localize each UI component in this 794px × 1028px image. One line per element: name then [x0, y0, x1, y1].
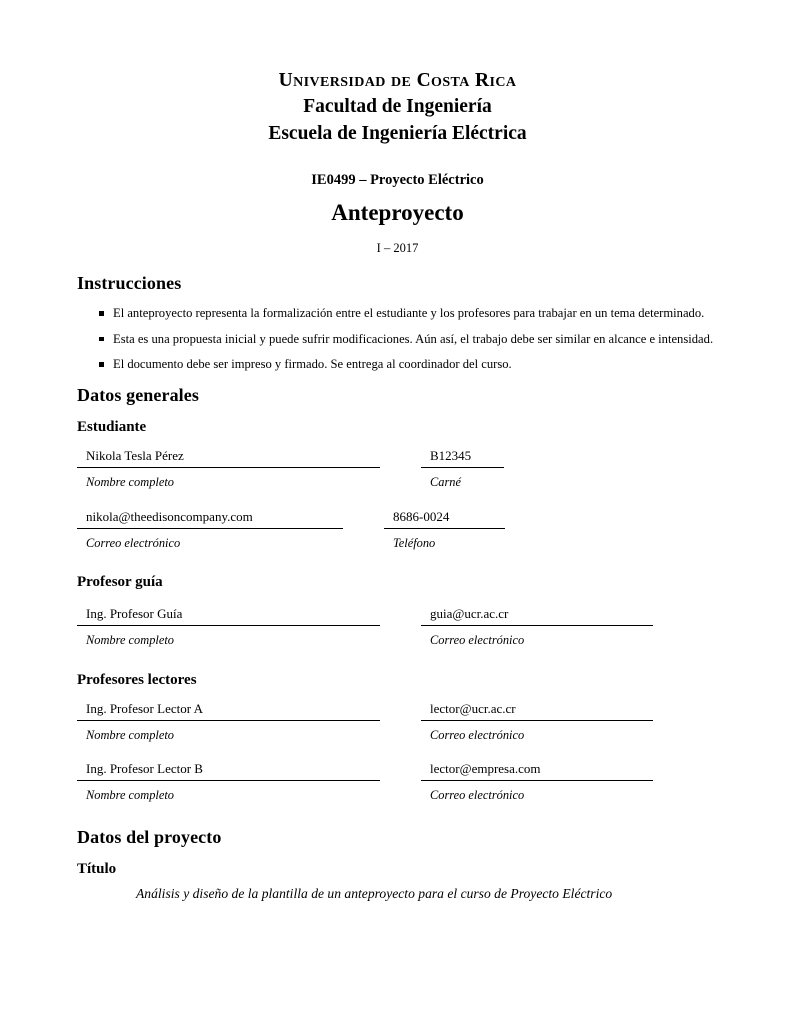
reader-a-name-value: Ing. Profesor Lector A	[86, 701, 203, 716]
field-rule	[421, 720, 653, 721]
instructions-list	[99, 305, 724, 382]
square-bullet-icon	[99, 311, 104, 316]
student-phone-value: 8686-0024	[393, 509, 450, 524]
field-rule	[421, 780, 653, 781]
student-name-caption: Nombre completo	[86, 475, 174, 489]
field-rule	[77, 720, 380, 721]
field-rule	[77, 780, 380, 781]
field-rule	[77, 625, 380, 626]
list-item-text: El anteproyecto representa la formalización entre el estudiante y los profesores para trabajar en un tema determinado.	[113, 306, 705, 320]
faculty-name: Facultad de Ingeniería	[303, 96, 492, 118]
course-code-name: IE0499 – Proyecto Eléctrico	[311, 171, 484, 188]
reader-a-name-caption: Nombre completo	[86, 728, 174, 742]
school-name: Escuela de Ingeniería Eléctrica	[268, 122, 527, 144]
university-name: Universidad de Costa Rica	[278, 70, 517, 91]
project-title-label: Título	[77, 861, 117, 877]
student-email-value: nikola@theedisoncompany.com	[86, 509, 253, 524]
student-id-field[interactable]	[421, 448, 504, 490]
reader-a-email-caption: Correo electrónico	[430, 728, 525, 742]
project-title-value[interactable]: Análisis y diseño de la plantilla de un anteproyecto para el curso de Proyecto Eléctrico	[136, 886, 613, 901]
advisor-email-caption: Correo electrónico	[430, 633, 525, 647]
document-type-title: Anteproyecto	[331, 199, 464, 225]
square-bullet-icon	[99, 337, 104, 342]
field-rule	[421, 467, 504, 468]
reader-b-name-caption: Nombre completo	[86, 788, 174, 802]
list-item	[99, 305, 724, 322]
reader-b-email-value: lector@empresa.com	[430, 761, 541, 776]
advisor-name-caption: Nombre completo	[86, 633, 174, 647]
instructions-heading: Instrucciones	[77, 273, 182, 293]
student-email-field[interactable]	[77, 509, 343, 551]
reader-b-email-field[interactable]	[421, 761, 653, 803]
reader-a-name-field[interactable]	[77, 701, 380, 743]
advisor-name-value: Ing. Profesor Guía	[86, 606, 183, 621]
list-item-text: El documento debe ser impreso y firmado. Se entrega al coordinador del curso.	[113, 357, 512, 371]
student-id-caption: Carné	[430, 475, 461, 489]
student-phone-caption: Teléfono	[393, 536, 436, 550]
list-item	[99, 331, 724, 348]
advisor-name-field[interactable]	[77, 606, 380, 648]
field-rule	[421, 625, 653, 626]
reader-a-email-field[interactable]	[421, 701, 653, 743]
student-email-caption: Correo electrónico	[86, 536, 181, 550]
list-item	[99, 356, 724, 373]
project-data-heading: Datos del proyecto	[77, 827, 222, 847]
advisor-subheading: Profesor guía	[77, 574, 163, 590]
general-data-heading: Datos generales	[77, 385, 199, 405]
student-name-field[interactable]	[77, 448, 380, 490]
student-phone-field[interactable]	[384, 509, 505, 551]
field-rule	[384, 528, 505, 529]
field-rule	[77, 467, 380, 468]
semester-label: I – 2017	[376, 240, 419, 255]
list-item-text: Esta es una propuesta inicial y puede sufrir modificaciones. Aún así, el trabajo debe ser similar en alcance e intensidad.	[113, 331, 714, 346]
document-header	[77, 68, 718, 256]
student-name-value: Nikola Tesla Pérez	[86, 448, 184, 463]
advisor-email-field[interactable]	[421, 606, 653, 648]
advisor-email-value: guia@ucr.ac.cr	[430, 606, 509, 621]
student-subheading: Estudiante	[77, 419, 147, 435]
reader-b-name-value: Ing. Profesor Lector B	[86, 761, 203, 776]
reader-a-email-value: lector@ucr.ac.cr	[430, 701, 516, 716]
reader-b-email-caption: Correo electrónico	[430, 788, 525, 802]
field-rule	[77, 528, 343, 529]
reader-b-name-field[interactable]	[77, 761, 380, 803]
square-bullet-icon	[99, 362, 104, 367]
student-id-value: B12345	[430, 448, 472, 463]
readers-subheading: Profesores lectores	[77, 672, 197, 688]
